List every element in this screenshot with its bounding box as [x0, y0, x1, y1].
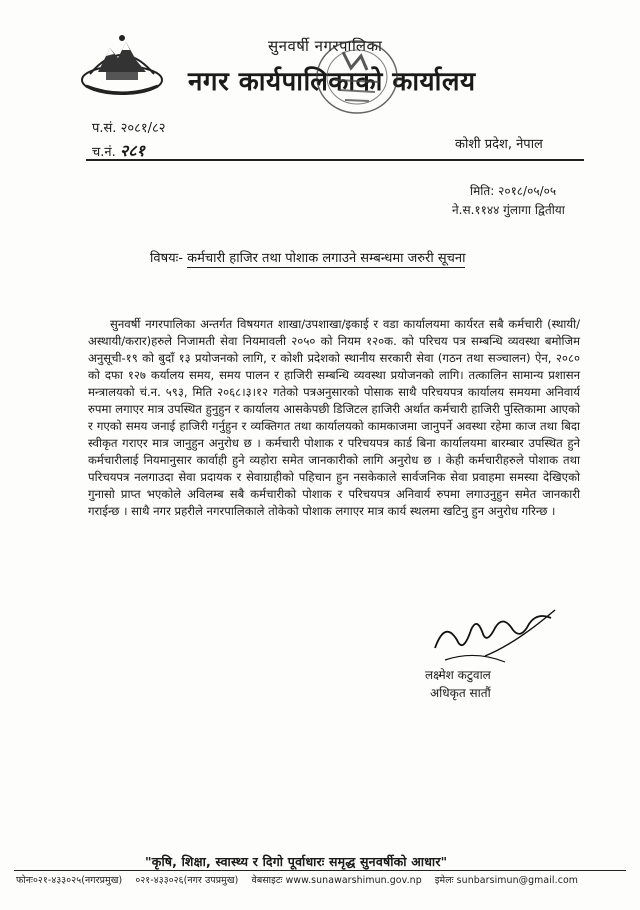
footer-website: वेबसाइटः www.sunawarshimun.gov.np: [251, 875, 422, 886]
dispatch-number-label: च.नं.: [92, 145, 116, 160]
subject-line: [150, 248, 465, 266]
notice-body: सुनवर्षी नगरपालिका अन्तर्गत विषयगत शाखा/उपशाखा/इकाई र वडा कार्यालयमा कार्यरत सबै कर्मचारी (स्थायी/अस्थायी/करार)हरुले निजामती सेवा नियमावली २०५० को नियम १२०क. को परिचय पत्र सम्बन्धि व्यवस्था बमोजिम अनुसूची-१९ को बुदाँ १३ प्रयोजनको लागि, र कोशी प्रदेशको स्थानीय सरकारी सेवा (गठन तथा सञ्चालन) ऐन, २०८० को दफा १२७ कर्यालय समय, समय पालन र हाजिरी सम्बन्धि व्यवस्था प्रयोजनको लागि। तत्कालिन सामान्य प्रशासन मन्त्रालयको चं.न. ५९३, मिति २०६८।३।१२ गतेको पत्रअनुसारको पोसाक साथै परिचयपत्र कार्यालय समयमा अनिवार्य रुपमा लगाएर मात्र उपस्थित हुनुहुन र कार्यालय आसकेपछी डिजिटल हाजिरी अर्थात कर्मचारी हाजिरी पुस्तिकामा आएको र गएको समय जनाई हाजिरी गर्नुहुन र व्यक्तिगत तथा कार्यालयको कामकाजमा जानुपर्ने अवस्था रहेमा काज तथा बिदा स्वीकृत गराएर मात्र जानुहुन अनुरोध छ । कर्मचारी पोशाक र परिचयपत्र कार्ड बिना कार्यालयमा बारम्बार उपस्थित हुने कर्मचारीलाई नियमानुसार कार्वाही हुने व्यहोरा समेत जानकारीको लागि अनुरोध छ । केही कर्मचारीहरुले पोशाक तथा परिचयपत्र नलगाउदा सेवा प्रदायक र सेवाग्राहीको पहिचान हुन नसकेकाले सार्वजनिक सेवा प्रवाहमा समस्या देखिएको गुनासो प्राप्त भएकोले अविलम्ब सबै कर्मचारीको पोशाक र परिचयपत्र अनिवार्य रुपमा लगाउनुहुन समेत जानकारी गराईन्छ । साथै नगर प्रहरीले नगरपालिकाले तोकेको पोशाक लगाएर मात्र कार्य स्थलमा खटिनु हुन अनुरोध गरिन्छ ।: [88, 317, 580, 518]
header-divider: [86, 159, 584, 161]
footer-phone-mayor: फोनः०२१-४३३०२५(नगरप्रमुख): [16, 875, 123, 886]
footer-contact: [16, 873, 588, 886]
subject-label: विषयः-: [150, 251, 183, 266]
nepal-sambat-date: ने.स.११४४ गुंलागा द्वितीया: [452, 203, 565, 217]
footer-phone-deputy: ०२१-४३३०२६(नगर उपप्रमुख): [135, 875, 239, 886]
nepal-emblem-icon: [76, 28, 168, 102]
dispatch-number: [92, 139, 145, 161]
municipality-name: सुनवर्षी नगरपालिका: [268, 37, 383, 55]
province-address: कोशी प्रदेश, नेपाल: [455, 137, 543, 152]
handwritten-signature-icon: [425, 600, 565, 670]
signatory-name: लक्ष्मेश कटुवाल: [425, 668, 491, 682]
office-seal-icon: [305, 30, 410, 125]
footer-email: इमेलः sunbarsimun@gmail.com: [434, 875, 579, 886]
signatory-designation: अधिकृत सातौं: [430, 686, 491, 700]
office-title: नगर कार्यपालिकाको कार्यालय: [188, 67, 476, 97]
footer-divider: [14, 870, 626, 871]
date: मिति: २०१८/०५/०५: [470, 184, 557, 198]
reference-number: प.सं. २०८१/८२: [92, 121, 166, 136]
dispatch-number-value: २८१: [119, 141, 145, 160]
subject-text: कर्मचारी हाजिर तथा पोशाक लगाउने सम्बन्धमा जरुरी सूचना: [187, 251, 466, 266]
footer-motto: "कृषि, शिक्षा, स्वास्थ्य र दिगो पूर्वाधारः समृद्ध सुनवर्षीको आधार": [145, 854, 448, 869]
